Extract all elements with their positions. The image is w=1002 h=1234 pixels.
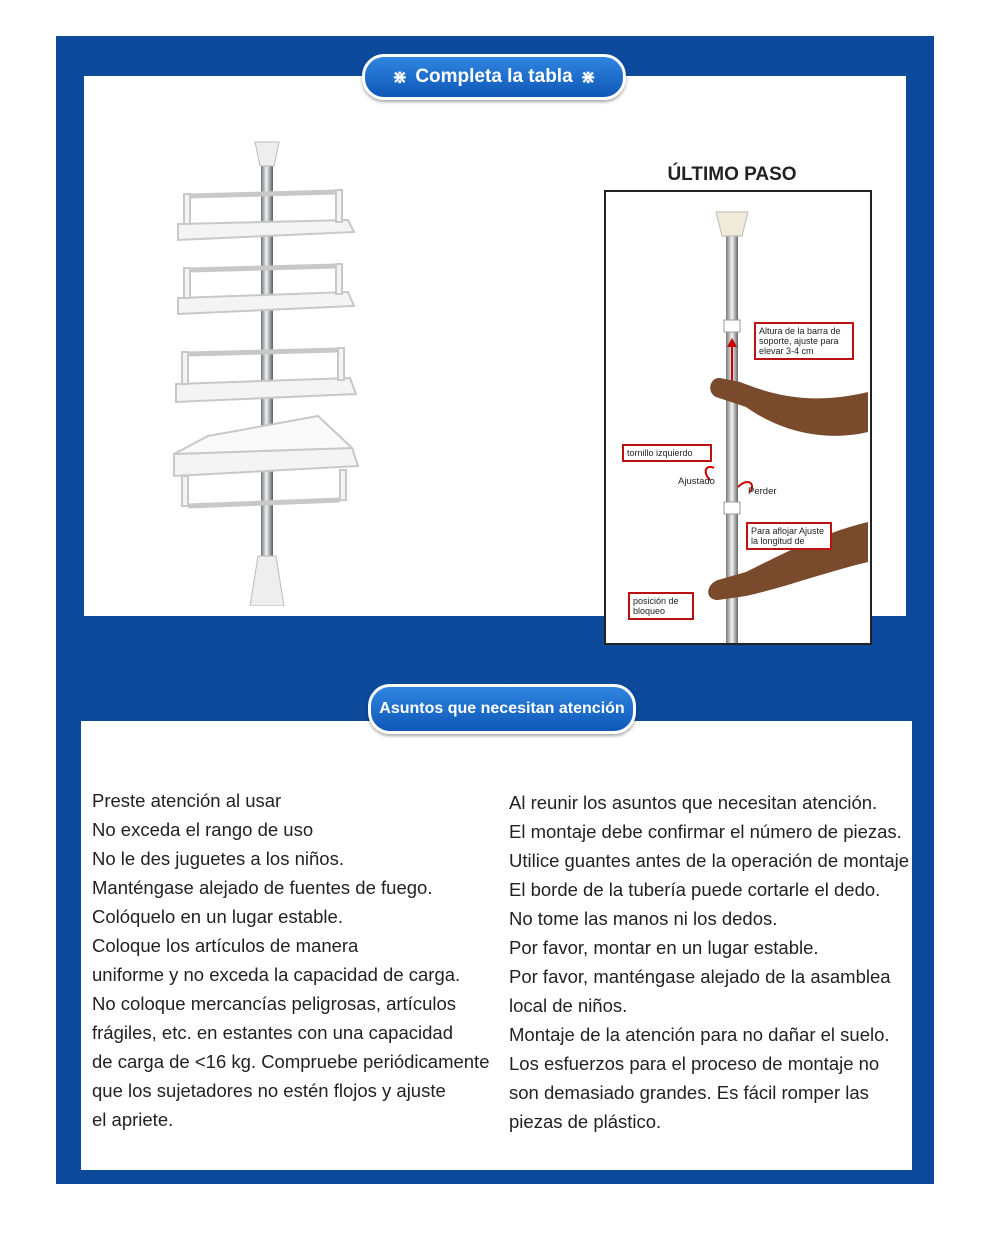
diagram-title: ÚLTIMO PASO [667, 164, 797, 185]
left-line: No le des juguetes a los niños. [92, 848, 344, 869]
right-line: No tome las manos ni los dedos. [509, 908, 778, 929]
left-line: No exceda el rango de uso [92, 819, 314, 840]
right-line: Por favor, montar en un lugar estable. [509, 937, 819, 958]
attention-banner [368, 684, 636, 734]
blue-frame [56, 36, 934, 1184]
right-line: local de niños. [509, 995, 628, 1016]
attention-left-column [92, 786, 490, 1134]
loosen-note: Para aflojar Ajuste la longitud de [746, 522, 832, 550]
banner-title: Completa la tabla [415, 66, 573, 87]
complete-table-banner [362, 54, 626, 100]
left-line: de carga de <16 kg. Compruebe periódicamente [92, 1051, 490, 1072]
asterism-icon: ⋇ [580, 66, 596, 87]
pole-and-arms-illustration [606, 192, 870, 643]
right-line: Montaje de la atención para no dañar el suelo. [509, 1024, 890, 1045]
left-line: frágiles, etc. en estantes con una capacidad [92, 1022, 453, 1043]
left-line: Preste atención al usar [92, 790, 282, 811]
lock-note: posición de bloqueo [628, 592, 694, 620]
left-line: que los sujetadores no estén flojos y ajuste [92, 1080, 446, 1101]
right-line: Al reunir los asuntos que necesitan atención. [509, 792, 878, 813]
attention-title: Asuntos que necesitan atención [379, 700, 625, 717]
height-note: Altura de la barra de soporte, ajuste para elevar 3-4 cm [754, 322, 854, 360]
right-line: son demasiado grandes. Es fácil romper las [509, 1082, 869, 1103]
left-line: Colóquelo en un lugar estable. [92, 906, 343, 927]
left-line: uniforme y no exceda la capacidad de carga. [92, 964, 461, 985]
left-line: Coloque los artículos de manera [92, 935, 359, 956]
corner-shelf-illustration [168, 136, 368, 606]
attention-right-column [509, 788, 909, 1136]
right-line: El borde de la tubería puede cortarle el dedo. [509, 879, 881, 900]
product-panel [84, 76, 906, 616]
right-line: piezas de plástico. [509, 1111, 662, 1132]
tight-label: Ajustado [678, 476, 715, 487]
left-line: el apriete. [92, 1109, 174, 1130]
left-line: No coloque mercancías peligrosas, artículos [92, 993, 457, 1014]
right-line: Utilice guantes antes de la operación de montaje [509, 850, 910, 871]
left-line: Manténgase alejado de fuentes de fuego. [92, 877, 433, 898]
right-line: Los esfuerzos para el proceso de montaje no [509, 1053, 880, 1074]
right-line: Por favor, manténgase alejado de la asamblea [509, 966, 891, 987]
screw-note: tornillo izquierdo [622, 444, 712, 462]
loose-label: Perder [748, 486, 777, 497]
right-line: El montaje debe confirmar el número de piezas. [509, 821, 902, 842]
asterism-icon: ⋇ [392, 66, 408, 87]
adjustment-diagram [604, 190, 872, 645]
